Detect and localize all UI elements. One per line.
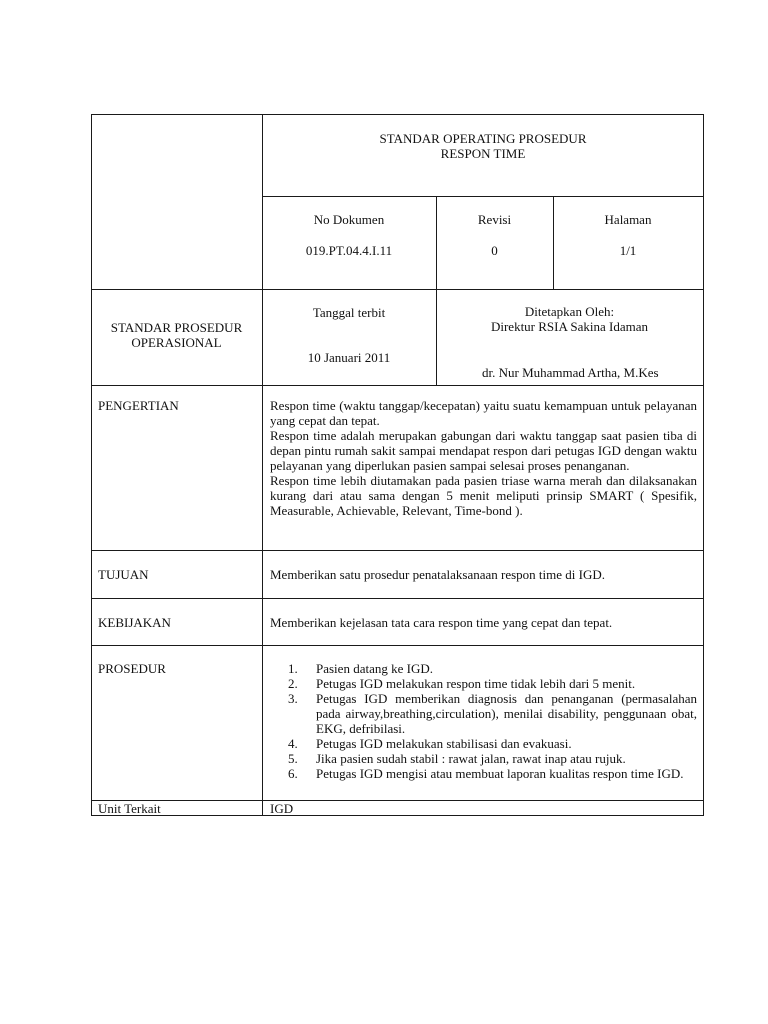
sop-label bbox=[91, 320, 262, 350]
list-item bbox=[288, 661, 697, 676]
step-number: 2. bbox=[288, 676, 298, 691]
table-border-right bbox=[703, 114, 704, 816]
halaman-value: 1/1 bbox=[619, 243, 637, 258]
prosedur-steps bbox=[288, 661, 697, 781]
step-text: Pasien datang ke IGD. bbox=[316, 661, 433, 676]
list-item bbox=[288, 676, 697, 691]
step-number: 6. bbox=[288, 766, 298, 781]
step-number: 1. bbox=[288, 661, 298, 676]
list-item bbox=[288, 736, 697, 751]
step-text: Petugas IGD mengisi atau membuat laporan kualitas respon time IGD. bbox=[316, 766, 684, 781]
header-divider bbox=[262, 196, 704, 197]
step-text: Petugas IGD melakukan stabilisasi dan evakuasi. bbox=[316, 736, 572, 751]
pengertian-paragraph-1: Respon time (waktu tanggap/kecepatan) yaitu suatu kemampuan untuk pelayanan yang cepat dan tepat. bbox=[270, 398, 697, 428]
no-dokumen-value: 019.PT.04.4.I.11 bbox=[305, 243, 393, 258]
table-border-left bbox=[91, 114, 92, 816]
pengertian-content bbox=[270, 398, 697, 518]
step-number: 5. bbox=[288, 751, 298, 766]
step-text: Petugas IGD memberikan diagnosis dan penanganan (permasalahan pada airway,breathing,circulation), menilai disability, penggunaan obat, EKG, defribilasi. bbox=[316, 691, 697, 736]
halaman-label: Halaman bbox=[604, 212, 652, 227]
pengertian-paragraph-2: Respon time adalah merupakan gabungan dari waktu tanggap saat pasien tiba di depan pintu rumah sakit sampai mendapat respon dari petugas IGD dengan waktu pelayanan yang diperlukan pasien sampai selesai proses penanganan. bbox=[270, 428, 697, 473]
sop-label-line-2: OPERASIONAL bbox=[131, 335, 222, 350]
row-divider-2 bbox=[91, 385, 704, 386]
tujuan-text: Memberikan satu prosedur penatalaksanaan respon time di IGD. bbox=[270, 567, 606, 582]
unit-terkait-label: Unit Terkait bbox=[98, 801, 161, 816]
tanggal-terbit-label: Tanggal terbit bbox=[312, 305, 386, 320]
list-item bbox=[288, 766, 697, 781]
table-border-top bbox=[91, 114, 704, 115]
list-item bbox=[288, 751, 697, 766]
revisi-label: Revisi bbox=[477, 212, 512, 227]
no-dokumen-label: No Dokumen bbox=[313, 212, 385, 227]
kebijakan-label: KEBIJAKAN bbox=[98, 615, 171, 630]
title-line-2: RESPON TIME bbox=[440, 146, 526, 161]
row-divider-5 bbox=[91, 645, 704, 646]
revisi-value: 0 bbox=[491, 243, 498, 258]
row-divider-3 bbox=[91, 550, 704, 551]
pengertian-label: PENGERTIAN bbox=[98, 398, 179, 413]
tujuan-label: TUJUAN bbox=[98, 567, 149, 582]
unit-terkait-text: IGD bbox=[270, 801, 294, 816]
document-title bbox=[262, 131, 704, 161]
row-divider-4 bbox=[91, 598, 704, 599]
signatory-name: dr. Nur Muhammad Artha, M.Kes bbox=[482, 365, 659, 380]
tanggal-terbit-value: 10 Januari 2011 bbox=[307, 350, 391, 365]
list-item bbox=[288, 691, 697, 736]
row-divider-6 bbox=[91, 800, 704, 801]
ditetapkan-by: Direktur RSIA Sakina Idaman bbox=[490, 319, 649, 334]
row-divider-1 bbox=[91, 289, 704, 290]
sop-label-line-1: STANDAR PROSEDUR bbox=[110, 320, 243, 335]
table-border-bottom bbox=[91, 815, 704, 816]
ditetapkan-label: Ditetapkan Oleh: bbox=[524, 304, 615, 319]
step-text: Jika pasien sudah stabil : rawat jalan, rawat inap atau rujuk. bbox=[316, 751, 626, 766]
prosedur-label: PROSEDUR bbox=[98, 661, 166, 676]
step-number: 3. bbox=[288, 691, 298, 706]
pengertian-paragraph-3: Respon time lebih diutamakan pada pasien triase warna merah dan dilaksanakan kurang dari atau sama dengan 5 menit meliputi prinsip SMART ( Spesifik, Measurable, Achievable, Relevant, Time-bond ). bbox=[270, 473, 697, 518]
step-number: 4. bbox=[288, 736, 298, 751]
step-text: Petugas IGD melakukan respon time tidak lebih dari 5 menit. bbox=[316, 676, 636, 691]
kebijakan-text: Memberikan kejelasan tata cara respon time yang cepat dan tepat. bbox=[270, 615, 613, 630]
title-line-1: STANDAR OPERATING PROSEDUR bbox=[379, 131, 587, 146]
